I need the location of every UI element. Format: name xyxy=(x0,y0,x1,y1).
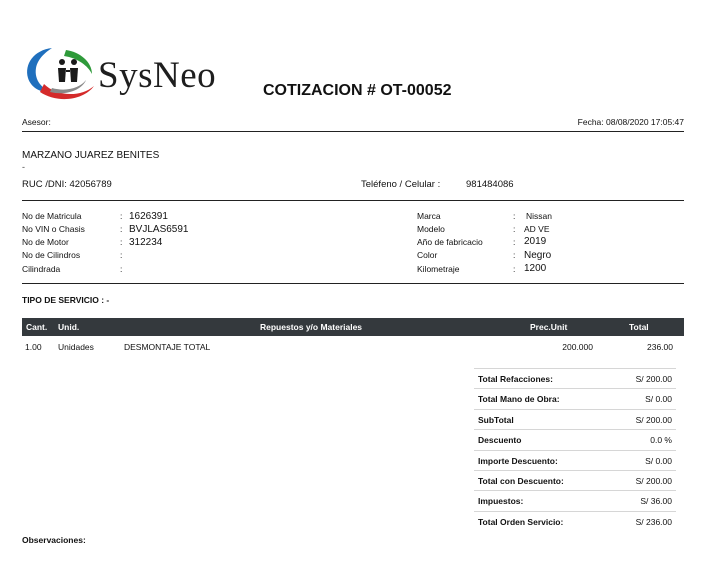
customer-ruc: RUC /DNI: 42056789 xyxy=(22,179,112,190)
divider-header xyxy=(22,131,684,132)
col-unid: Unid. xyxy=(58,322,80,332)
vehicle-label: Modelo xyxy=(417,224,445,234)
total-row xyxy=(474,429,676,449)
vehicle-colon: : xyxy=(120,237,123,247)
vehicle-label: No de Motor xyxy=(22,237,69,247)
vehicle-value: 1200 xyxy=(524,263,547,274)
total-value: S/ 200.00 xyxy=(635,374,672,384)
divider-customer xyxy=(22,200,684,201)
phone-label: Teléfeno / Celular : xyxy=(361,179,441,190)
total-label: Impuestos: xyxy=(478,496,524,507)
total-row xyxy=(474,490,676,510)
col-total: Total xyxy=(629,322,649,332)
vehicle-colon: : xyxy=(513,211,516,221)
customer-name: MARZANO JUAREZ BENITES xyxy=(22,150,160,161)
divider-vehicle xyxy=(22,283,684,284)
vehicle-value: 1626391 xyxy=(129,211,168,222)
vehicle-label: Marca xyxy=(417,211,441,221)
service-type: TIPO DE SERVICIO : - xyxy=(22,295,110,305)
vehicle-value: AD VE xyxy=(524,224,550,234)
total-label: SubTotal xyxy=(478,414,514,425)
totals-table xyxy=(474,368,676,531)
total-row xyxy=(474,511,676,531)
total-label: Total Mano de Obra: xyxy=(478,394,560,405)
row-description: DESMONTAJE TOTAL xyxy=(124,342,211,352)
vehicle-colon: : xyxy=(513,237,516,247)
total-row xyxy=(474,388,676,408)
sysneo-logo-icon xyxy=(22,44,102,104)
phone-value: 981484086 xyxy=(466,179,514,190)
vehicle-colon: : xyxy=(513,224,516,234)
vehicle-value: Nissan xyxy=(526,211,552,221)
total-value: S/ 36.00 xyxy=(640,496,672,507)
vehicle-value: Negro xyxy=(524,250,552,261)
asesor-label: Asesor: xyxy=(22,117,51,127)
total-value: S/ 200.00 xyxy=(635,475,672,486)
total-row xyxy=(474,409,676,429)
vehicle-label: Año de fabricacio xyxy=(417,237,483,247)
document-title: COTIZACION # OT-00052 xyxy=(263,82,452,99)
vehicle-colon: : xyxy=(513,250,516,260)
total-label: Descuento xyxy=(478,435,522,446)
total-label: Total Orden Servicio: xyxy=(478,516,564,527)
vehicle-label: Cilindrada xyxy=(22,264,61,274)
company-logo xyxy=(22,44,227,104)
brand-name: SysNeo xyxy=(98,55,217,96)
total-row xyxy=(474,450,676,470)
row-unid: Unidades xyxy=(58,342,94,352)
total-label: Importe Descuento: xyxy=(478,455,558,466)
total-value: S/ 236.00 xyxy=(635,516,672,527)
vehicle-label: Kilometraje xyxy=(417,264,460,274)
observations-label: Observaciones: xyxy=(22,535,86,545)
vehicle-label: No de Matricula xyxy=(22,211,82,221)
vehicle-value: 2019 xyxy=(524,236,547,247)
total-row xyxy=(474,470,676,490)
vehicle-colon: : xyxy=(120,264,123,274)
vehicle-label: No VIN o Chasis xyxy=(22,224,85,234)
vehicle-colon: : xyxy=(120,211,123,221)
total-value: S/ 0.00 xyxy=(645,455,672,466)
total-row xyxy=(474,368,676,388)
col-cant: Cant. xyxy=(26,322,48,332)
total-value: 0.0 % xyxy=(650,435,672,446)
vehicle-label: Color xyxy=(417,250,438,260)
total-value: S/ 200.00 xyxy=(635,414,672,425)
vehicle-value: 312234 xyxy=(129,237,163,248)
row-total: 236.00 xyxy=(647,342,673,352)
customer-extra: - xyxy=(22,162,25,172)
row-cant: 1.00 xyxy=(25,342,42,352)
total-label: Total Refacciones: xyxy=(478,374,553,384)
vehicle-colon: : xyxy=(120,250,123,260)
vehicle-colon: : xyxy=(120,224,123,234)
col-description: Repuestos y/o Materiales xyxy=(260,322,363,332)
date-text: Fecha: 08/08/2020 17:05:47 xyxy=(577,117,684,127)
row-unit-price: 200.000 xyxy=(562,342,593,352)
col-unit-price: Prec.Unit xyxy=(530,322,568,332)
items-table-header xyxy=(22,318,684,336)
total-value: S/ 0.00 xyxy=(645,394,672,405)
vehicle-label: No de Cilindros xyxy=(22,250,81,260)
vehicle-colon: : xyxy=(513,264,516,274)
vehicle-value: BVJLAS6591 xyxy=(129,224,189,235)
total-label: Total con Descuento: xyxy=(478,475,564,486)
